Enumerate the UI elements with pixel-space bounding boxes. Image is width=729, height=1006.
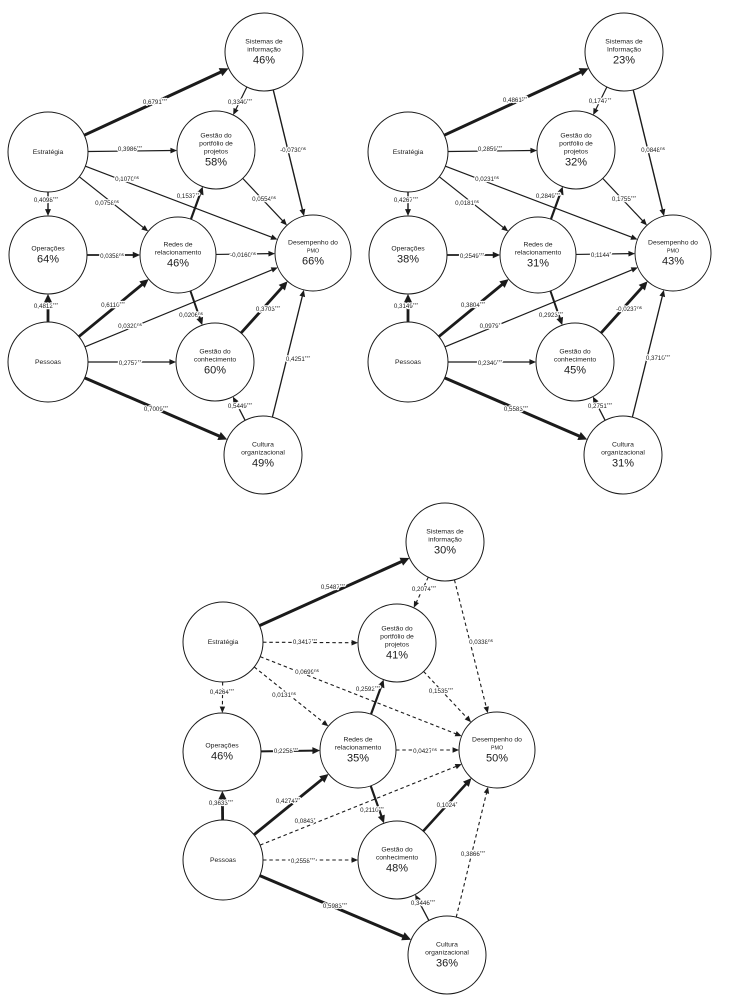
node-label-conhecimento-1: conhecimento xyxy=(375,854,419,862)
arrowhead-icon xyxy=(352,857,358,862)
node-percent-operacoes: 38% xyxy=(396,253,420,266)
node-label-desempenho-1: PMO xyxy=(490,745,504,752)
edge-coefficient-pessoas-redes: 0,3804*** xyxy=(460,300,486,309)
node-percent-sistemas: 46% xyxy=(252,54,276,67)
node-label-conhecimento-0: Gestão do xyxy=(199,348,231,356)
edge-coefficient-cultura-desempenho: 0,4251*** xyxy=(285,354,311,363)
node-percent-redes: 46% xyxy=(166,257,190,270)
arrowhead-icon xyxy=(169,359,176,365)
edge-coefficient-pessoas-desempenho: $0,0320^{ns}$ xyxy=(118,321,142,330)
arrowhead-icon xyxy=(220,707,225,713)
edge-coefficient-pessoas-cultura: 0,7009*** xyxy=(143,404,169,413)
node-label-portfolio-0: Gestão do xyxy=(200,132,232,140)
arrowhead-icon xyxy=(299,209,305,216)
edge-coefficient-redes-desempenho: $-0,0160^{ns}$ xyxy=(230,250,256,259)
edge-coefficient-conhecimento-desempenho: $-0,0237^{ns}$ xyxy=(616,304,642,313)
node-label-cultura-0: Cultura xyxy=(252,441,274,449)
node-percent-redes: 35% xyxy=(346,752,370,765)
edge-coefficient-cultura-conhecimento: 0,2751*** xyxy=(587,401,613,410)
node-label-pessoas-0: Pessoas xyxy=(394,359,422,366)
nodes xyxy=(368,13,711,494)
node-label-operacoes-0: Operações xyxy=(391,245,425,253)
arrowhead-icon xyxy=(322,720,329,726)
edge-coefficient-sistemas-portfolio: 0,2074*** xyxy=(411,584,437,593)
node-label-redes-1: relacionamento xyxy=(334,744,382,752)
edge-coefficient-redes-portfolio: 0,2592*** xyxy=(355,684,381,693)
node-label-desempenho-1: PMO xyxy=(666,248,680,255)
node-percent-portfolio: 32% xyxy=(564,156,588,169)
node-label-estrategia-0: Estratégia xyxy=(392,149,424,156)
arrowhead-icon xyxy=(484,787,489,794)
node-percent-sistemas: 30% xyxy=(433,544,457,557)
node-label-redes-1: relacionamento xyxy=(514,249,562,257)
edge-coefficient-redes-desempenho: $0,0427^{ns}$ xyxy=(413,746,437,755)
node-label-portfolio-0: Gestão do xyxy=(381,625,413,633)
edge-coefficient-redes-desempenho: 0,1144* xyxy=(590,250,612,259)
edge-coefficient-estrategia-portfolio: 0,2859*** xyxy=(477,144,503,153)
node-label-sistemas-0: Sistemas de xyxy=(426,528,464,536)
edge-coefficient-cultura-conhecimento: 0,3446*** xyxy=(410,898,436,907)
edge-coefficient-redes-portfolio: 0,2849*** xyxy=(535,191,561,200)
diagram-model-1 xyxy=(8,13,351,494)
arrowhead-icon xyxy=(378,815,385,824)
node-percent-desempenho: 43% xyxy=(661,255,685,268)
edge-coefficient-pessoas-cultura: 0,5983*** xyxy=(322,901,348,910)
node-percent-operacoes: 46% xyxy=(210,750,234,763)
edge-coefficient-estrategia-sistemas: 0,4861*** xyxy=(502,95,528,104)
node-label-desempenho-1: PMO xyxy=(306,248,320,255)
arrowhead-icon xyxy=(133,252,140,258)
edge-coefficient-pessoas-operacoes: 0,3149*** xyxy=(393,301,419,310)
edge-coefficient-estrategia-operacoes: 0,4264*** xyxy=(209,687,235,696)
arrowhead-icon xyxy=(630,234,637,239)
arrowhead-icon xyxy=(268,251,275,257)
node-label-redes-0: Redes de xyxy=(523,241,553,249)
edge-coefficient-pessoas-conhecimento: 0,2340*** xyxy=(477,358,503,367)
edge-coefficient-estrategia-sistemas: 0,6791*** xyxy=(142,97,168,106)
edge-coefficient-portfolio-desempenho: 0,1755*** xyxy=(611,194,637,203)
node-percent-portfolio: 41% xyxy=(385,649,409,662)
edge-coefficient-sistemas-desempenho: $0,0848^{ns}$ xyxy=(641,145,665,154)
edge-coefficient-conhecimento-desempenho: 0,1024* xyxy=(436,800,458,809)
edge-coefficient-portfolio-desempenho: $0,0554^{ns}$ xyxy=(252,194,276,203)
edge-coefficient-operacoes-redes: 0,2549*** xyxy=(459,251,485,260)
diagram-model-3 xyxy=(183,503,535,994)
edge-coefficient-estrategia-portfolio: 0,3417*** xyxy=(292,637,318,646)
edge-coefficient-pessoas-redes: 0,6110*** xyxy=(101,300,125,309)
edge-coefficient-sistemas-desempenho: $0,0338^{ns}$ xyxy=(469,637,493,646)
edge-coefficient-estrategia-desempenho: $0,1070^{ns}$ xyxy=(115,174,139,183)
node-percent-cultura: 36% xyxy=(435,957,459,970)
node-label-cultura-0: Cultura xyxy=(436,941,458,949)
node-label-redes-0: Redes de xyxy=(343,736,373,744)
arrowhead-icon xyxy=(352,640,358,645)
node-label-cultura-1: organizacional xyxy=(601,449,645,457)
node-percent-conhecimento: 60% xyxy=(203,364,227,377)
arrowhead-icon xyxy=(484,706,489,713)
node-label-conhecimento-1: conhecimento xyxy=(553,356,597,364)
node-label-redes-1: relacionamento xyxy=(154,249,202,257)
edge-coefficient-pessoas-cultura: 0,5583*** xyxy=(503,404,529,413)
node-label-conhecimento-1: conhecimento xyxy=(193,356,237,364)
nodes xyxy=(183,503,535,994)
node-percent-portfolio: 58% xyxy=(204,156,228,169)
edge-coefficient-estrategia-operacoes: 0,4267*** xyxy=(393,195,419,204)
edge-coefficient-cultura-conhecimento: 0,5449*** xyxy=(227,401,253,410)
edge-coefficient-cultura-desempenho: 0,3710*** xyxy=(645,353,671,362)
arrowhead-icon xyxy=(44,294,52,303)
edge-coefficient-estrategia-sistemas: 0,5487*** xyxy=(320,582,346,591)
node-label-sistemas-1: informação xyxy=(428,536,462,544)
edge-coefficient-pessoas-desempenho: 0,0979* xyxy=(479,321,501,330)
edge-coefficient-pessoas-redes: 0,4274*** xyxy=(275,796,301,805)
edge-coefficient-estrategia-redes: $0,0131^{ns}$ xyxy=(272,690,296,699)
node-label-redes-0: Redes de xyxy=(163,241,193,249)
node-percent-redes: 31% xyxy=(526,257,550,270)
edge-coefficient-estrategia-operacoes: 0,4098*** xyxy=(33,195,59,204)
arrowhead-icon xyxy=(455,764,462,769)
node-label-operacoes-0: Operações xyxy=(31,245,65,253)
arrowhead-icon xyxy=(170,148,177,154)
node-percent-cultura: 31% xyxy=(611,457,635,470)
edge-coefficient-pessoas-conhecimento: 0,2558*** xyxy=(290,856,316,865)
edge-coefficient-estrategia-redes: $0,0181^{ns}$ xyxy=(455,198,479,207)
node-label-portfolio-2: projetos xyxy=(563,148,589,156)
arrowhead-icon xyxy=(465,716,471,723)
edge-pessoas-redes-line xyxy=(254,779,323,835)
edge-coefficient-pessoas-operacoes: 0,3633*** xyxy=(208,798,234,807)
node-percent-desempenho: 50% xyxy=(485,752,509,765)
arrowhead-icon xyxy=(299,290,305,297)
edge-coefficient-estrategia-desempenho: $0,0699^{ns}$ xyxy=(295,667,319,676)
node-label-sistemas-1: informação xyxy=(247,46,281,54)
edge-coefficient-redes-conhecimento: 0,2110*** xyxy=(360,805,384,814)
node-label-portfolio-1: portfólio de xyxy=(559,140,593,148)
arrowhead-icon xyxy=(270,234,277,239)
node-label-cultura-1: organizacional xyxy=(241,449,285,457)
edge-coefficient-sistemas-portfolio: 0,1747** xyxy=(588,96,612,105)
arrowhead-icon xyxy=(628,251,635,257)
node-label-pessoas-0: Pessoas xyxy=(209,857,237,864)
edge-coefficient-portfolio-desempenho: 0,1535*** xyxy=(428,686,454,695)
node-label-portfolio-1: portfólio de xyxy=(380,633,414,641)
node-label-desempenho-0: Desempenho do xyxy=(288,239,338,247)
node-label-portfolio-2: projetos xyxy=(203,148,229,156)
edge-coefficient-operacoes-redes: 0,2258*** xyxy=(273,746,299,755)
arrowhead-icon xyxy=(530,148,537,154)
edge-coefficient-conhecimento-desempenho: 0,3703*** xyxy=(255,304,281,313)
node-label-cultura-1: organizacional xyxy=(425,949,469,957)
edge-coefficient-cultura-desempenho: 0,3866*** xyxy=(460,849,486,858)
edge-coefficient-pessoas-operacoes: 0,4812*** xyxy=(33,301,59,310)
node-label-portfolio-2: projetos xyxy=(384,641,410,649)
node-label-desempenho-0: Desempenho do xyxy=(648,239,698,247)
arrowhead-icon xyxy=(529,359,536,365)
edge-coefficient-redes-conhecimento: $0,0206^{ns}$ xyxy=(179,310,203,319)
edge-coefficient-sistemas-portfolio: 0,3340*** xyxy=(227,97,253,106)
edge-coefficient-sistemas-desempenho: $-0,0730^{ns}$ xyxy=(280,145,306,154)
node-label-conhecimento-0: Gestão do xyxy=(381,846,413,854)
node-label-portfolio-1: portfólio de xyxy=(199,140,233,148)
edge-coefficient-redes-conhecimento: 0,2923*** xyxy=(538,310,564,319)
arrowhead-icon xyxy=(659,209,665,216)
node-label-desempenho-0: Desempenho do xyxy=(472,736,522,744)
nodes xyxy=(8,13,351,494)
arrowhead-icon xyxy=(493,252,500,258)
edge-coefficient-pessoas-conhecimento: 0,2757** xyxy=(118,358,142,367)
edge-coefficient-estrategia-portfolio: 0,3986*** xyxy=(117,144,143,153)
arrowhead-icon xyxy=(312,747,320,754)
node-percent-cultura: 49% xyxy=(251,457,275,470)
node-percent-conhecimento: 48% xyxy=(385,862,409,875)
node-label-estrategia-0: Estratégia xyxy=(32,149,64,156)
node-percent-desempenho: 66% xyxy=(301,255,325,268)
node-percent-sistemas: 23% xyxy=(612,54,636,67)
arrowhead-icon xyxy=(453,747,459,752)
node-label-sistemas-0: Sistemas de xyxy=(245,38,283,46)
node-percent-operacoes: 64% xyxy=(36,253,60,266)
edge-coefficient-redes-portfolio: 0,1537** xyxy=(176,191,200,200)
arrowhead-icon xyxy=(45,209,51,216)
node-label-estrategia-0: Estratégia xyxy=(207,639,239,646)
diagram-model-2 xyxy=(368,13,711,494)
node-label-sistemas-0: Sistemas de xyxy=(605,38,643,46)
node-label-cultura-0: Cultura xyxy=(612,441,634,449)
node-label-conhecimento-0: Gestão do xyxy=(559,348,591,356)
arrowhead-icon xyxy=(218,791,226,800)
arrowhead-icon xyxy=(404,294,412,303)
node-label-sistemas-1: Informação xyxy=(606,46,642,54)
edge-coefficient-estrategia-redes: $0,0758^{ns}$ xyxy=(95,198,119,207)
arrowhead-icon xyxy=(405,209,411,216)
arrowhead-icon xyxy=(455,731,462,736)
node-label-operacoes-0: Operações xyxy=(205,742,239,750)
node-label-pessoas-0: Pessoas xyxy=(34,359,62,366)
node-percent-conhecimento: 45% xyxy=(563,364,587,377)
arrowhead-icon xyxy=(659,290,665,297)
edge-coefficient-estrategia-desempenho: $0,0231^{ns}$ xyxy=(475,174,499,183)
node-label-portfolio-0: Gestão do xyxy=(560,132,592,140)
edge-coefficient-pessoas-desempenho: 0,0843* xyxy=(294,816,316,825)
edge-coefficient-operacoes-redes: $0,0358^{ns}$ xyxy=(100,251,124,260)
